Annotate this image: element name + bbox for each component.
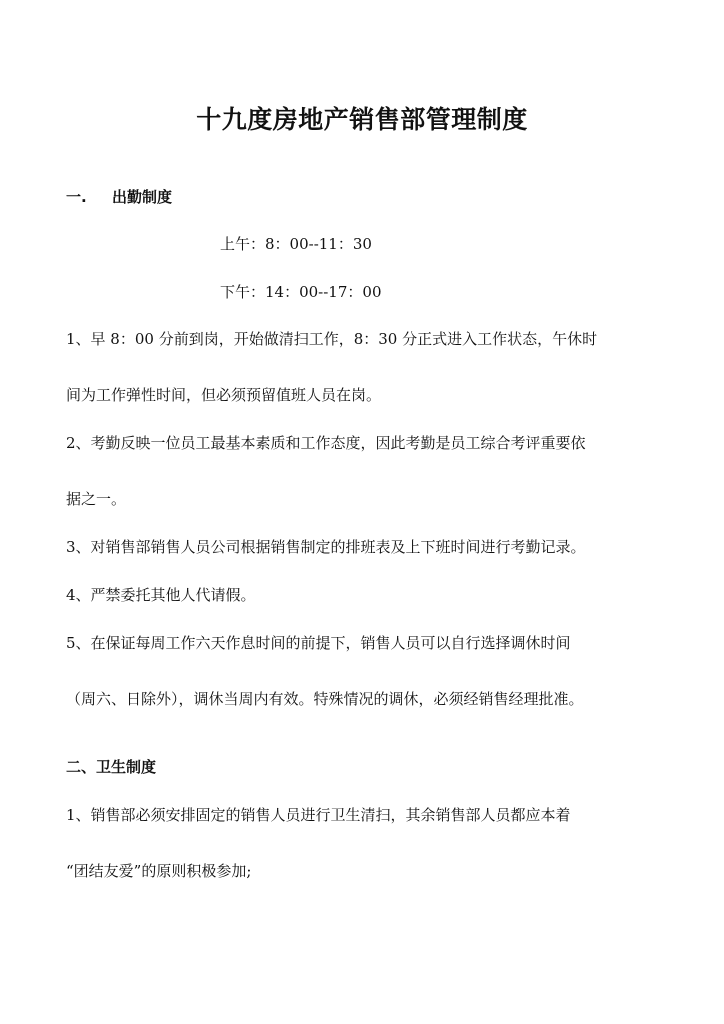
paragraph-line: （周六、日除外），调休当周内有效。特殊情况的调休，必须经销售经理批准。	[66, 690, 584, 708]
paragraph-line: “团结友爱”的原则积极参加;	[66, 862, 252, 880]
document-title: 十九度房地产销售部管理制度	[196, 105, 528, 134]
paragraph-line: 据之一。	[66, 490, 127, 508]
section-heading-hygiene: 二、卫生制度	[66, 758, 157, 776]
paragraph-line: 4、严禁委托其他人代请假。	[66, 586, 256, 604]
schedule-morning: 上午：8：00--11：30	[220, 235, 372, 253]
paragraph-line: 5、在保证每周工作六天作息时间的前提下，销售人员可以自行选择调休时间	[66, 634, 571, 652]
paragraph-line: 1、早 8：00 分前到岗，开始做清扫工作，8：30 分正式进入工作状态，午休时	[66, 330, 598, 348]
paragraph-line: 3、对销售部销售人员公司根据销售制定的排班表及上下班时间进行考勤记录。	[66, 538, 586, 556]
section-heading-attendance	[66, 186, 172, 207]
section-number: 一.	[66, 188, 87, 206]
schedule-afternoon: 下午：14：00--17：00	[220, 283, 382, 301]
paragraph-line: 2、考勤反映一位员工最基本素质和工作态度，因此考勤是员工综合考评重要依	[66, 434, 586, 452]
section-title: 出勤制度	[112, 188, 173, 206]
paragraph-line: 间为工作弹性时间，但必须预留值班人员在岗。	[66, 386, 382, 404]
paragraph-line: 1、销售部必须安排固定的销售人员进行卫生清扫，其余销售部人员都应本着	[66, 806, 571, 824]
